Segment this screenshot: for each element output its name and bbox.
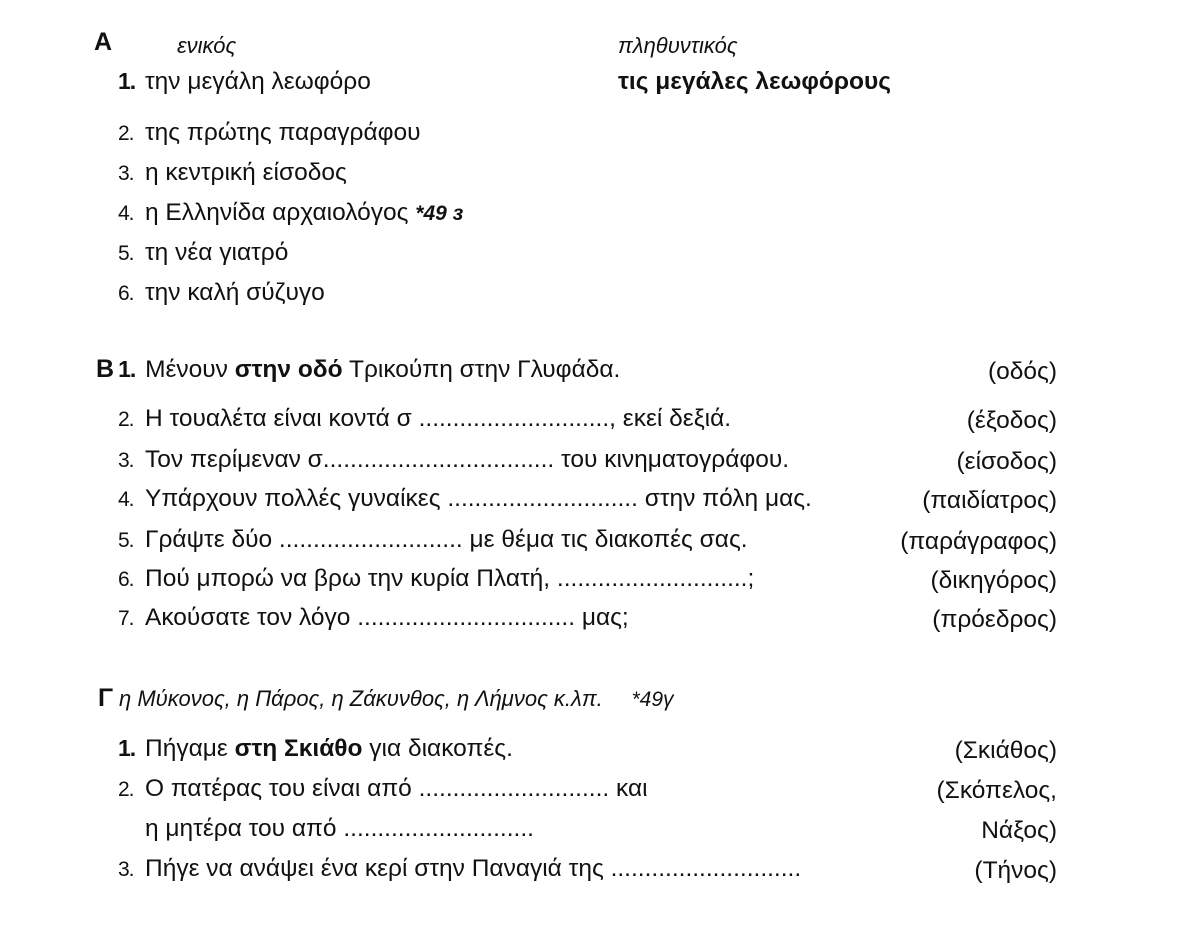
section-a-item-6 [118, 279, 325, 307]
item-text: Υπάρχουν πολλές γυναίκες ............................ στην πόλη μας. [145, 485, 812, 512]
section-a-item-1 [118, 68, 371, 96]
section-g-hint-3: (Τήνος) [974, 857, 1057, 884]
section-g-item-3 [118, 855, 801, 883]
item-text: η μητέρα του από ............................ [145, 815, 534, 842]
item-number: 1. [118, 735, 136, 761]
column-heading-singular: ενικός [177, 33, 237, 58]
column-heading-plural: πληθυντικός [618, 33, 738, 58]
section-b-hint-5: (παράγραφος) [900, 528, 1057, 555]
section-g-letter: Γ [98, 684, 114, 712]
item-number: 5. [118, 242, 134, 265]
item-text: Ακούσατε τον λόγο ................................ μας; [145, 604, 629, 631]
item-text: Γράψτε δύο ........................... με θέμα τις διακοπές σας. [145, 526, 748, 553]
item-number: 1. [118, 68, 136, 94]
section-b-hint-2: (έξοδος) [966, 407, 1057, 434]
section-a-item-4 [118, 199, 463, 227]
item-text: Πού μπορώ να βρω την κυρία Πλατή, ............................; [145, 565, 755, 592]
item-number: 2. [118, 408, 134, 431]
section-g-item-2 [118, 775, 648, 803]
section-b-hint-4: (παιδίατρος) [922, 487, 1057, 514]
grammar-reference: *49γ [631, 688, 674, 711]
item-text-post: για διακοπές. [362, 735, 513, 762]
section-b-hint-7: (πρόεδρος) [932, 606, 1057, 633]
item-text: της πρώτης παραγράφου [145, 119, 421, 146]
section-a-item-5 [118, 239, 288, 267]
item-number: 6. [118, 568, 134, 591]
section-g-item-2-continued [145, 815, 534, 843]
section-b-item-2 [118, 405, 731, 433]
item-text: Τον περίμεναν σ.................................. του κινηματογράφου. [145, 446, 790, 473]
section-b-item-5 [118, 526, 748, 554]
item-number: 3. [118, 449, 134, 472]
item-number: 3. [118, 162, 134, 185]
section-a-item-1-answer: τις μεγάλες λεωφόρους [618, 68, 891, 95]
item-number: 4. [118, 202, 134, 225]
section-g-heading [98, 684, 674, 713]
item-number: 3. [118, 858, 134, 881]
item-text: Πήγε να ανάψει ένα κερί στην Παναγιά της ............................ [145, 855, 802, 882]
section-a-item-3 [118, 159, 347, 187]
item-text: την καλή σύζυγο [145, 279, 325, 306]
grammar-reference: *49 з [415, 202, 464, 225]
section-g-hint-2: (Σκόπελος, [936, 777, 1057, 804]
section-g-hint-1: (Σκιάθος) [954, 737, 1057, 764]
section-b-hint-1: (οδός) [987, 358, 1057, 385]
section-b-item-3 [118, 446, 789, 474]
item-text: τη νέα γιατρό [145, 239, 289, 266]
section-g-item-1 [118, 735, 513, 763]
item-text-pre: Μένουν [145, 356, 235, 383]
item-number: 2. [118, 778, 134, 801]
item-number: 6. [118, 282, 134, 305]
item-text: Η τουαλέτα είναι κοντά σ ............................, εκεί δεξιά. [145, 405, 732, 432]
section-b-item-6 [118, 565, 754, 593]
section-b-item-4 [118, 485, 812, 513]
item-number: 5. [118, 529, 134, 552]
item-number: 1. [118, 356, 136, 382]
item-number: 7. [118, 607, 134, 630]
item-number: 2. [118, 122, 134, 145]
item-text-bold: στην οδό [234, 356, 343, 383]
item-text-pre: Πήγαμε [145, 735, 235, 762]
section-a-letter: A [94, 28, 113, 56]
section-b-hint-3: (είσοδος) [956, 448, 1057, 475]
section-b-item-1 [96, 355, 620, 384]
section-g-hint-2-continued: Νάξος) [981, 817, 1057, 844]
section-b-letter: B [96, 355, 115, 383]
item-text-bold: στη Σκιάθο [234, 735, 363, 762]
item-text: η κεντρική είσοδος [145, 159, 347, 186]
section-b-hint-6: (δικηγόρος) [930, 567, 1057, 594]
section-a-item-2 [118, 119, 421, 147]
item-number: 4. [118, 488, 134, 511]
section-b-item-7 [118, 604, 629, 632]
item-text-post: Τρικούπη στην Γλυφάδα. [342, 356, 621, 383]
item-text: Ο πατέρας του είναι από ............................ και [145, 775, 648, 802]
item-text: την μεγάλη λεωφόρο [145, 68, 371, 95]
section-g-heading-text: η Μύκονος, η Πάρος, η Ζάκυνθος, η Λήμνος κ.λπ. [119, 686, 603, 711]
item-text: η Ελληνίδα αρχαιολόγος [145, 199, 409, 226]
